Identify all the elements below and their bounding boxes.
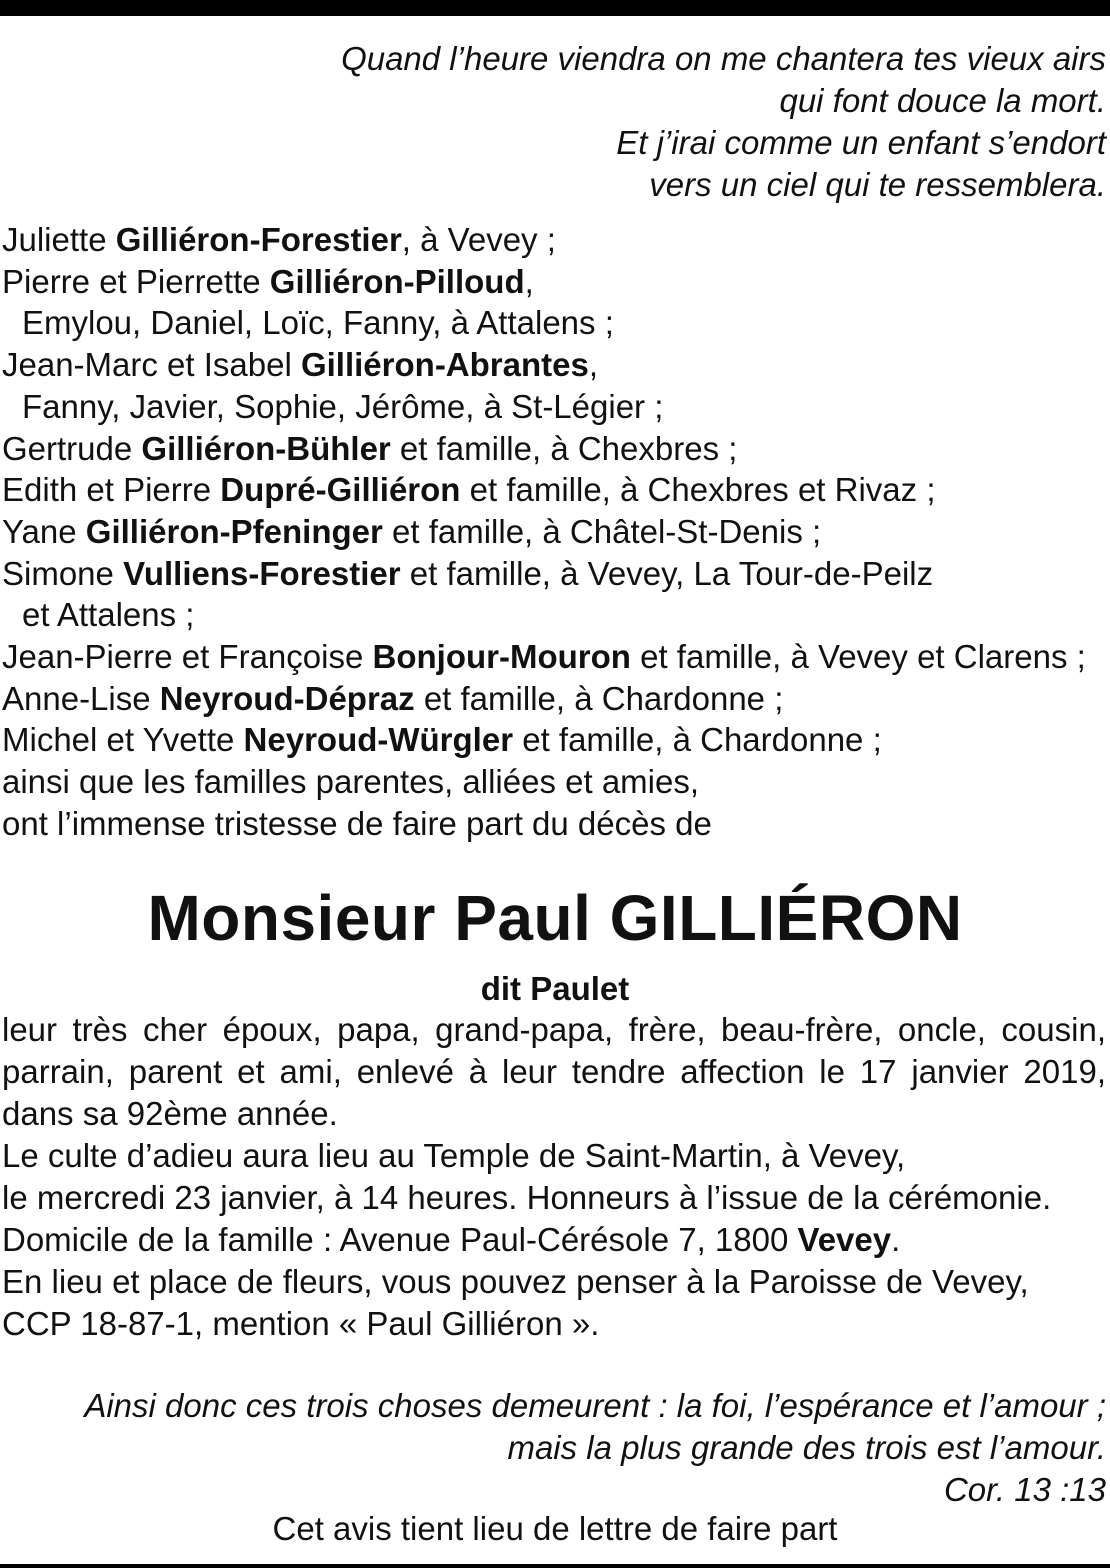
details-line: Domicile de la famille : Avenue Paul-Cérésole 7, 1800 Vevey. [2, 1221, 901, 1258]
deceased-name: Monsieur Paul GILLIÉRON [147, 882, 963, 954]
family-line: Michel et Yvette Neyroud-Würgler et famille, à Chardonne ; [2, 721, 882, 759]
family-line: Anne-Lise Neyroud-Dépraz et famille, à Chardonne ; [2, 679, 784, 717]
family-line: Emylou, Daniel, Loïc, Fanny, à Attalens ; [22, 304, 614, 342]
details-line: Le culte d’adieu aura lieu au Temple de Saint-Martin, à Vevey, [2, 1137, 906, 1174]
family-line: Juliette Gilliéron-Forestier, à Vevey ; [2, 221, 556, 258]
family-line: Pierre et Pierrette Gilliéron-Pilloud, [2, 262, 534, 300]
poem-line: Quand l’heure viendra on me chantera tes vieux airs [341, 40, 1106, 77]
notice-details [2, 1009, 1106, 1345]
verse-reference: Cor. 13 :13 [943, 1471, 1106, 1508]
poem-line: vers un ciel qui te ressemblera. [649, 166, 1106, 203]
verse-line: mais la plus grande des trois est l’amour. [507, 1429, 1106, 1466]
details-line: parrain, parent et ami, enlevé à leur tendre affection le 17 janvier 2019, [2, 1053, 1106, 1090]
details-line: le mercredi 23 janvier, à 14 heures. Honneurs à l’issue de la cérémonie. [2, 1179, 1052, 1216]
family-line: Yane Gilliéron-Pfeninger et famille, à Châtel-St-Denis ; [2, 512, 822, 550]
details-line: leur très cher époux, papa, grand-papa, frère, beau-frère, oncle, cousin, [2, 1011, 1106, 1048]
family-line: Jean-Pierre et Françoise Bonjour-Mouron et famille, à Vevey et Clarens ; [2, 638, 1086, 676]
poem-line: Et j’irai comme un enfant s’endort [616, 124, 1106, 161]
family-line: ont l’immense tristesse de faire part du décès de [2, 804, 712, 842]
family-line: et Attalens ; [22, 596, 195, 634]
family-line: Jean-Marc et Isabel Gilliéron-Abrantes, [2, 346, 599, 384]
top-border-rule [0, 0, 1110, 16]
family-line: Edith et Pierre Dupré-Gilliéron et famille, à Chexbres et Rivaz ; [2, 471, 936, 509]
family-line: Simone Vulliens-Forestier et famille, à Vevey, La Tour-de-Peilz [2, 554, 934, 592]
opening-poem [106, 38, 1106, 206]
poem-line: qui font douce la mort. [779, 82, 1106, 119]
closing-note: Cet avis tient lieu de lettre de faire part [272, 1510, 838, 1547]
deceased-nickname: dit Paulet [480, 970, 630, 1007]
details-line: dans sa 92ème année. [2, 1095, 338, 1132]
closing-verse [6, 1385, 1106, 1511]
details-line: En lieu et place de fleurs, vous pouvez penser à la Paroisse de Vevey, [2, 1263, 1029, 1300]
details-line: CCP 18-87-1, mention « Paul Gilliéron ». [2, 1305, 600, 1342]
family-line: Gertrude Gilliéron-Bühler et famille, à Chexbres ; [2, 429, 738, 467]
family-list [2, 219, 1108, 845]
bottom-border-rule [0, 1564, 1110, 1568]
verse-line: Ainsi donc ces trois choses demeurent : la foi, l’espérance et l’amour ; [84, 1387, 1106, 1424]
family-line: Fanny, Javier, Sophie, Jérôme, à St-Légier ; [22, 387, 664, 425]
family-line: ainsi que les familles parentes, alliées et amies, [2, 763, 700, 801]
